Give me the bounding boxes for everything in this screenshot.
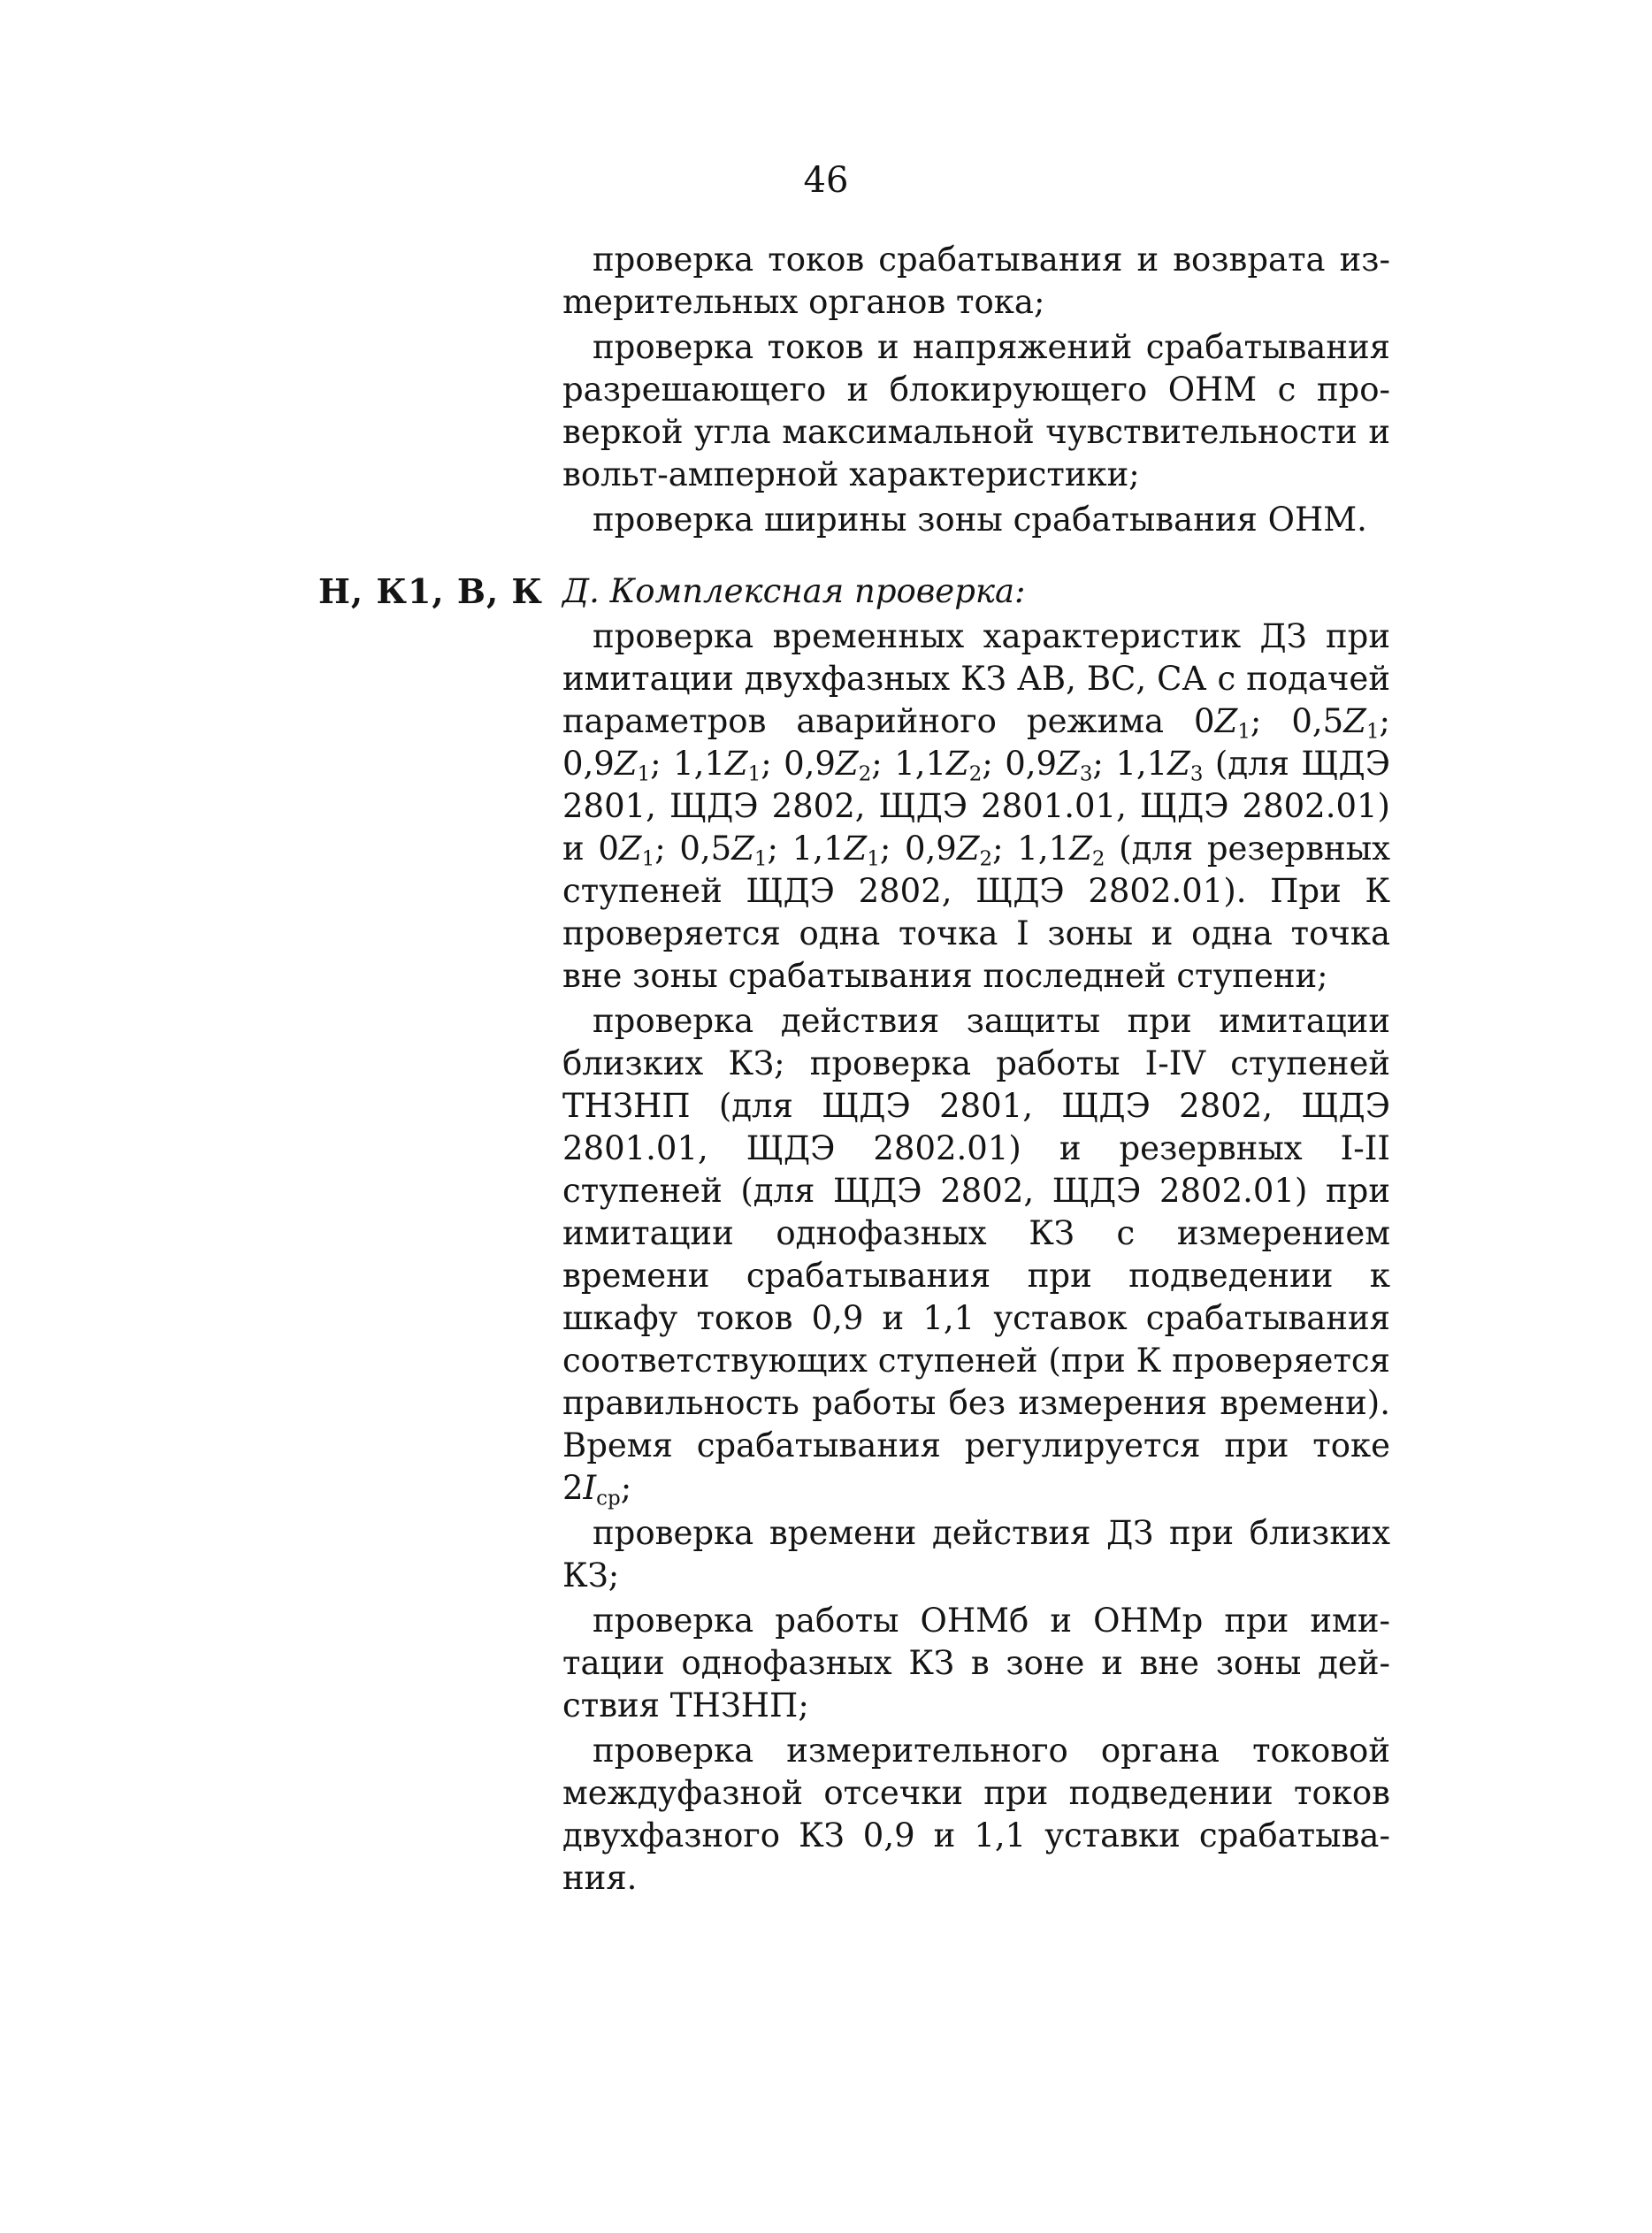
separator: ; [767,830,792,868]
z-symbol: Z [724,745,748,783]
page-number: 46 [803,160,849,201]
subscript: 1 [1365,720,1380,744]
coefficient: 0,9 [904,830,957,868]
subscript: 1 [1237,720,1250,744]
paragraph-check-current-pickup: проверка токов срабатывания и возврата изmерительных органов тока; [562,241,1390,321]
coefficient: 0,5 [1291,702,1344,740]
coefficient: 1,1 [894,745,947,783]
subscript: 2 [968,762,983,786]
subscript: 3 [1079,762,1093,786]
z-symbol: Z [1214,702,1238,740]
z-symbol: Z [956,830,980,868]
z-symbol: Z [618,830,642,868]
separator: ; [761,745,784,783]
coefficient: 0,9 [784,745,836,783]
z-symbol: Z [835,745,859,783]
text-column [318,239,1391,1902]
separator: ; [879,830,905,868]
subscript: 1 [747,762,761,786]
section-gap [562,544,1390,570]
coefficient: 1,1 [673,745,725,783]
paragraph-dz-time-close-faults: проверка времени действия ДЗ при близких КЗ; [562,1514,1390,1594]
separator: ; [992,830,1018,868]
paragraph-overcurrent-cutoff: проверка измерительного органа токовой междуфазной отсечки при подведении токов двухфазного КЗ 0,9 и 1,1 уставки срабатывания. [562,1732,1390,1897]
separator: ; [1379,702,1390,740]
z-symbol: Z [1343,702,1366,740]
subscript: 1 [641,847,655,871]
coefficient: 1,1 [1017,830,1070,868]
coefficient: 0,9 [1005,745,1058,783]
coefficient: 0,9 [562,745,615,783]
subscript: 1 [753,847,768,871]
section-heading: Д. Комплексная проверка: [562,572,1026,610]
i-symbol: I [583,1469,597,1507]
p2-text: проверка действия защиты при имитации близких КЗ; проверка работы I-IV ступеней ТНЗНП (для ЩДЭ 2801, ЩДЭ 2802, ЩДЭ 2801.01, ЩДЭ 2802.01) и резервных I-II ступеней (для ЩДЭ 2802, ЩДЭ 2802.01) при имитации однофазных КЗ с измерением времени срабатывания при подведении к шкафу токов 0,9 и 1,1 уставок срабатывания соответствующих ступеней (при К проверяется правильность работы без измерения времени). Время срабатывания регулируется при токе 2 [562,1002,1390,1507]
separator: ; [982,745,1006,783]
separator: ; [871,745,895,783]
separator: ; [654,830,680,868]
z-symbol: Z [1167,745,1190,783]
paragraph-time-characteristics [562,616,1390,998]
subscript: ср [596,1487,621,1510]
subscript: 2 [858,762,872,786]
subscript: 3 [1189,762,1204,786]
p1-lead-text: проверка временных характеристик ДЗ при имитации двухфазных КЗ АВ, ВС, СА с подачей параметров аварийного режима 0 [562,617,1390,740]
paragraph-check-onm-pickup: проверка токов и напряжений срабатывания разрешающего и блокирующего ОНМ с проверкой угла максимальной чувствительности и вольт-амперной характеристики; [562,328,1390,493]
subscript: 2 [1091,847,1105,871]
p2-end: ; [620,1469,632,1507]
section-complex-check [318,570,1390,613]
coefficient: 0 [598,830,619,868]
section-marker: Н, К1, В, К [318,571,543,611]
p1-tail-text: (для резервных ступеней ЩДЭ 2802, ЩДЭ 2802.01). При К проверяется одна точка I зоны и одна точка вне зоны срабатывания последней ступени; [562,830,1391,995]
separator: ; [1250,702,1292,740]
separator: ; [1092,745,1116,783]
z-symbol: Z [1069,830,1092,868]
coefficient: 1,1 [1115,745,1168,783]
z-symbol: Z [844,830,868,868]
z-symbol: Z [731,830,754,868]
subscript: 1 [637,762,651,786]
paragraph-check-onm-zone-width: проверка ширины зоны срабатывания ОНМ. [593,501,1367,539]
paragraph-close-fault-protection [562,1000,1390,1510]
coefficient: 1,1 [792,830,845,868]
separator: ; [650,745,674,783]
subscript: 2 [979,847,993,871]
p1-middle-text: (для ЩДЭ 2801, ЩДЭ 2802, ЩДЭ 2801.01, ЩДЭ 2802.01) и [562,745,1391,868]
z-symbol: Z [946,745,969,783]
paragraph-onm-operation: проверка работы ОНМб и ОНМр при имитации однофазных КЗ в зоне и вне зоны действия ТНЗНП; [562,1602,1390,1724]
subscript: 1 [867,847,880,871]
coefficient: 0,5 [679,830,732,868]
z-symbol: Z [1057,745,1080,783]
z-symbol: Z [614,745,638,783]
